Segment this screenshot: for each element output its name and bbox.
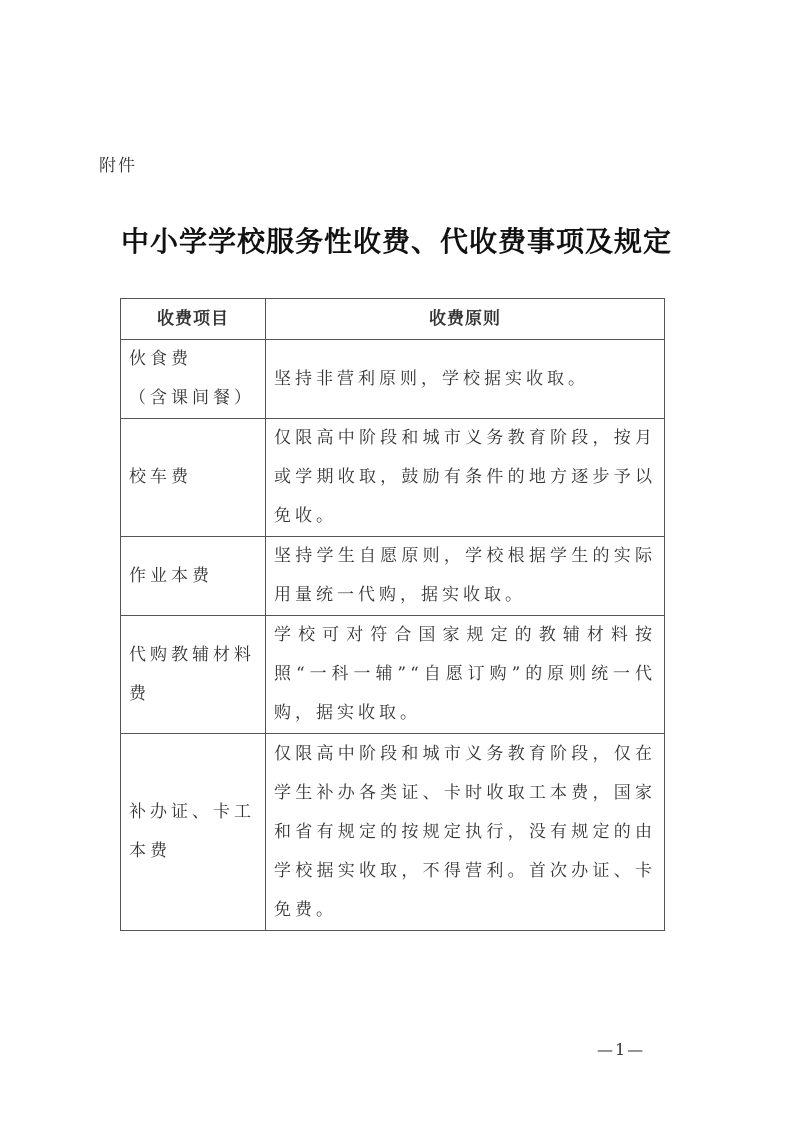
document-title: 中小学学校服务性收费、代收费事项及规定 <box>120 225 672 258</box>
fee-item-cell <box>121 340 266 419</box>
page-number: —1— <box>597 1040 646 1059</box>
table-row <box>121 537 665 616</box>
fee-item-line: 补办证、卡工 <box>129 802 255 822</box>
fee-item-line: 校车费 <box>129 467 192 487</box>
fee-item-line: 本费 <box>129 841 171 861</box>
fee-rule-cell: 仅限高中阶段和城市义务教育阶段，按月或学期收取，鼓励有条件的地方逐步予以免收。 <box>266 419 665 537</box>
header-fee-item: 收费项目 <box>121 299 266 340</box>
fee-item-line: 费 <box>129 683 150 704</box>
fee-rule-cell: 学校可对符合国家规定的教辅材料按照“一科一辅”“自愿订购”的原则统一代购，据实收取。 <box>266 616 665 734</box>
table-header-row <box>121 299 665 340</box>
fee-item-cell <box>121 419 266 537</box>
header-fee-principle: 收费原则 <box>266 299 665 340</box>
fee-item-line: 伙食费 <box>129 349 192 369</box>
fee-item-line: 代购教辅材料 <box>129 644 255 665</box>
fee-item-line: 作业本费 <box>129 565 213 586</box>
table-row <box>121 616 665 734</box>
fee-rule-cell: 坚持学生自愿原则，学校根据学生的实际用量统一代购，据实收取。 <box>266 537 665 616</box>
fee-table <box>120 298 665 931</box>
table-row <box>121 340 665 419</box>
fee-item-cell <box>121 734 266 931</box>
fee-item-cell <box>121 537 266 616</box>
fee-rule-cell: 坚持非营利原则，学校据实收取。 <box>266 340 665 419</box>
attachment-label: 附件 <box>99 156 137 176</box>
fee-item-line: （含课间餐） <box>129 388 255 408</box>
fee-rule-cell: 仅限高中阶段和城市义务教育阶段，仅在学生补办各类证、卡时收取工本费，国家和省有规定的按规定执行，没有规定的由学校据实收取，不得营利。首次办证、卡免费。 <box>266 734 665 931</box>
fee-item-cell <box>121 616 266 734</box>
table-row <box>121 419 665 537</box>
table-row <box>121 734 665 931</box>
